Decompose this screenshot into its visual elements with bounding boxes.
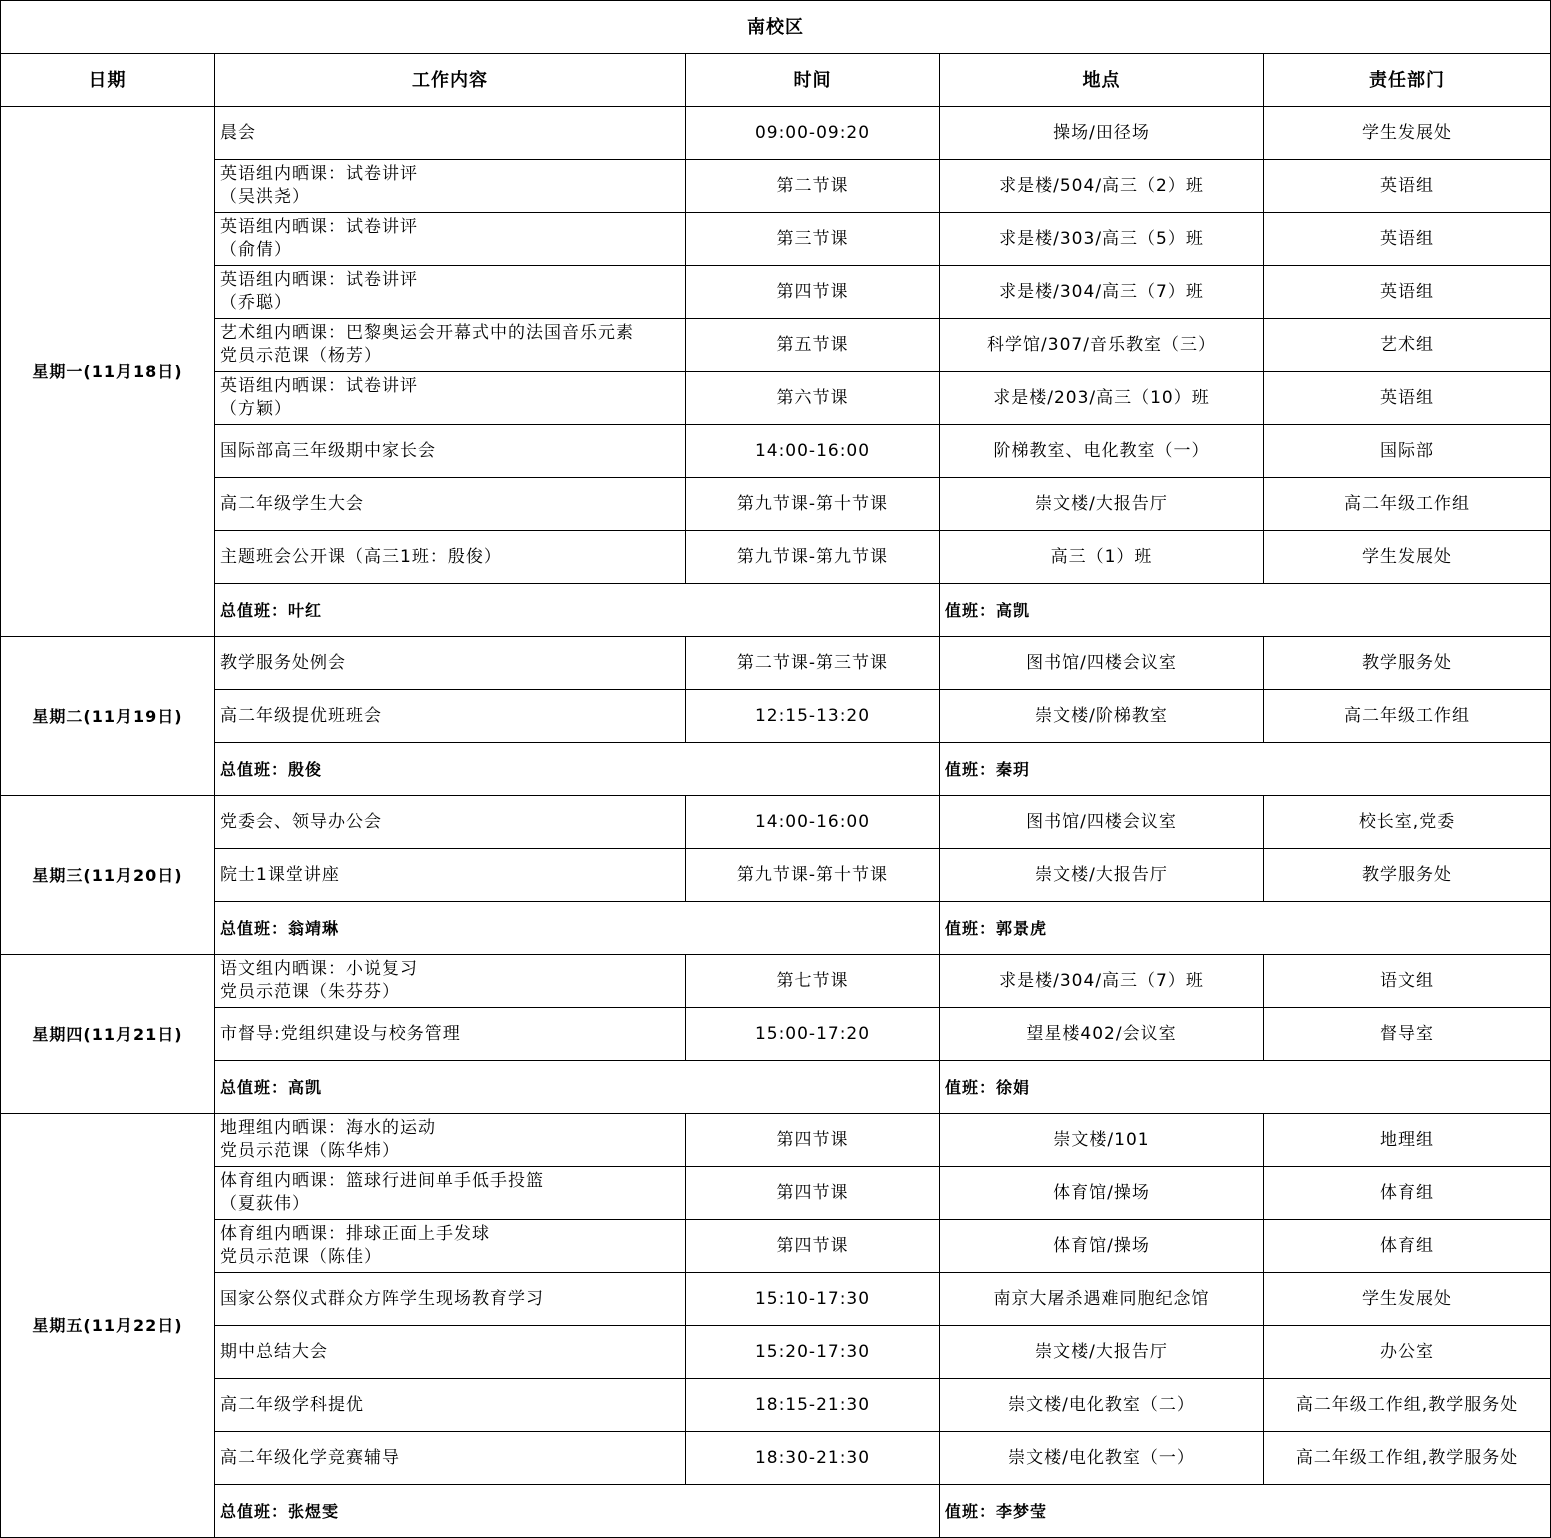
work-content-line: 教学服务处例会	[220, 652, 346, 673]
time-cell: 第七节课	[686, 955, 940, 1008]
place-cell: 操场/田径场	[940, 107, 1264, 160]
work-content-line: 英语组内晒课：试卷讲评	[220, 270, 418, 290]
duty-label: 值班：	[945, 1077, 997, 1097]
dept-cell: 教学服务处	[1264, 637, 1551, 690]
dept-cell: 高二年级工作组,教学服务处	[1264, 1432, 1551, 1485]
duty-cell	[940, 1061, 1551, 1114]
table-row	[1, 690, 1551, 743]
time-cell: 第四节课	[686, 1114, 940, 1167]
place-cell: 崇文楼/电化教室（二）	[940, 1379, 1264, 1432]
duty-label: 值班：	[945, 759, 997, 779]
place-cell: 望星楼402/会议室	[940, 1008, 1264, 1061]
work-content-cell	[215, 1167, 686, 1220]
duty-name: 徐娟	[996, 1077, 1031, 1097]
dept-cell: 高二年级工作组,教学服务处	[1264, 1379, 1551, 1432]
total-duty-name: 殷俊	[288, 759, 323, 779]
total-duty-cell	[215, 584, 940, 637]
duty-label: 值班：	[945, 918, 997, 938]
work-content-line: 主题班会公开课（高三1班：殷俊）	[220, 546, 502, 567]
table-row	[1, 478, 1551, 531]
header-place: 地点	[940, 54, 1264, 107]
work-content-line: 高二年级学生大会	[220, 493, 364, 514]
place-cell: 求是楼/203/高三（10）班	[940, 372, 1264, 425]
day-label: 星期二(11月19日)	[1, 637, 215, 796]
work-content-line: 英语组内晒课：试卷讲评	[220, 217, 418, 237]
work-content-cell	[215, 372, 686, 425]
work-content-line: 党委会、领导办公会	[220, 811, 382, 832]
dept-cell: 督导室	[1264, 1008, 1551, 1061]
header-dept: 责任部门	[1264, 54, 1551, 107]
place-cell: 体育馆/操场	[940, 1220, 1264, 1273]
place-cell: 求是楼/303/高三（5）班	[940, 213, 1264, 266]
work-content-line: 院士1课堂讲座	[220, 864, 340, 885]
work-content-cell	[215, 1326, 686, 1379]
duty-cell	[940, 902, 1551, 955]
duty-name: 高凯	[996, 600, 1031, 620]
time-cell: 第二节课	[686, 160, 940, 213]
total-duty-label: 总值班：	[220, 600, 289, 620]
duty-row	[1, 584, 1551, 637]
table-row	[1, 425, 1551, 478]
dept-cell: 英语组	[1264, 160, 1551, 213]
duty-name: 李梦莹	[996, 1501, 1048, 1521]
duty-cell	[940, 584, 1551, 637]
work-content-line: （方颖）	[220, 399, 292, 419]
header-row	[1, 54, 1551, 107]
table-row	[1, 372, 1551, 425]
dept-cell: 语文组	[1264, 955, 1551, 1008]
day-label: 星期三(11月20日)	[1, 796, 215, 955]
table-row	[1, 1220, 1551, 1273]
total-duty-cell	[215, 1485, 940, 1538]
time-cell: 第九节课-第九节课	[686, 531, 940, 584]
table-row	[1, 637, 1551, 690]
work-content-line: 高二年级学科提优	[220, 1394, 364, 1415]
work-content-line: 高二年级提优班班会	[220, 705, 382, 726]
duty-label: 值班：	[945, 600, 997, 620]
total-duty-cell	[215, 902, 940, 955]
table-title: 南校区	[1, 1, 1551, 54]
table-row	[1, 107, 1551, 160]
table-row	[1, 1432, 1551, 1485]
dept-cell: 学生发展处	[1264, 107, 1551, 160]
work-content-cell	[215, 531, 686, 584]
title-row	[1, 1, 1551, 54]
duty-row	[1, 1061, 1551, 1114]
total-duty-label: 总值班：	[220, 759, 289, 779]
total-duty-label: 总值班：	[220, 1501, 289, 1521]
table-row	[1, 1273, 1551, 1326]
schedule-body	[1, 1, 1551, 1538]
time-cell: 第六节课	[686, 372, 940, 425]
work-content-cell	[215, 478, 686, 531]
work-content-line: （俞倩）	[220, 240, 292, 260]
work-content-line: 体育组内晒课：排球正面上手发球	[220, 1224, 490, 1244]
time-cell: 14:00-16:00	[686, 796, 940, 849]
dept-cell: 体育组	[1264, 1167, 1551, 1220]
work-content-line: （夏荻伟）	[220, 1194, 310, 1214]
work-content-cell	[215, 1008, 686, 1061]
time-cell: 第三节课	[686, 213, 940, 266]
work-content-cell	[215, 690, 686, 743]
dept-cell: 教学服务处	[1264, 849, 1551, 902]
duty-row	[1, 1485, 1551, 1538]
work-content-line: 体育组内晒课：篮球行进间单手低手投篮	[220, 1171, 544, 1191]
place-cell: 求是楼/304/高三（7）班	[940, 955, 1264, 1008]
time-cell: 第九节课-第十节课	[686, 478, 940, 531]
table-row	[1, 160, 1551, 213]
work-content-line: 党员示范课（陈华炜）	[220, 1141, 400, 1161]
table-row	[1, 531, 1551, 584]
work-content-cell	[215, 266, 686, 319]
work-content-line: 英语组内晒课：试卷讲评	[220, 164, 418, 184]
work-content-line: 国家公祭仪式群众方阵学生现场教育学习	[220, 1288, 544, 1309]
total-duty-name: 张煜雯	[288, 1501, 340, 1521]
time-cell: 第四节课	[686, 266, 940, 319]
dept-cell: 英语组	[1264, 213, 1551, 266]
table-row	[1, 849, 1551, 902]
work-content-cell	[215, 319, 686, 372]
dept-cell: 体育组	[1264, 1220, 1551, 1273]
work-content-line: 党员示范课（杨芳）	[220, 346, 382, 366]
duty-cell	[940, 743, 1551, 796]
work-content-cell	[215, 1273, 686, 1326]
duty-row	[1, 902, 1551, 955]
work-content-cell	[215, 955, 686, 1008]
duty-cell	[940, 1485, 1551, 1538]
dept-cell: 英语组	[1264, 372, 1551, 425]
work-content-line: 语文组内晒课：小说复习	[220, 959, 418, 979]
place-cell: 崇文楼/大报告厅	[940, 478, 1264, 531]
work-content-cell	[215, 1220, 686, 1273]
place-cell: 高三（1）班	[940, 531, 1264, 584]
table-row	[1, 1326, 1551, 1379]
place-cell: 南京大屠杀遇难同胞纪念馆	[940, 1273, 1264, 1326]
dept-cell: 学生发展处	[1264, 1273, 1551, 1326]
time-cell: 15:20-17:30	[686, 1326, 940, 1379]
day-label: 星期四(11月21日)	[1, 955, 215, 1114]
total-duty-name: 高凯	[288, 1077, 323, 1097]
table-row	[1, 1379, 1551, 1432]
place-cell: 崇文楼/阶梯教室	[940, 690, 1264, 743]
place-cell: 体育馆/操场	[940, 1167, 1264, 1220]
work-content-line: 晨会	[220, 122, 256, 143]
work-content-line: 艺术组内晒课：巴黎奥运会开幕式中的法国音乐元素	[220, 323, 634, 343]
work-content-line: 国际部高三年级期中家长会	[220, 440, 436, 461]
dept-cell: 高二年级工作组	[1264, 478, 1551, 531]
time-cell: 15:10-17:30	[686, 1273, 940, 1326]
table-row	[1, 955, 1551, 1008]
dept-cell: 艺术组	[1264, 319, 1551, 372]
dept-cell: 校长室,党委	[1264, 796, 1551, 849]
time-cell: 15:00-17:20	[686, 1008, 940, 1061]
place-cell: 图书馆/四楼会议室	[940, 796, 1264, 849]
time-cell: 第二节课-第三节课	[686, 637, 940, 690]
place-cell: 科学馆/307/音乐教室（三）	[940, 319, 1264, 372]
work-content-cell	[215, 1379, 686, 1432]
header-content: 工作内容	[215, 54, 686, 107]
total-duty-name: 叶红	[288, 600, 323, 620]
header-time: 时间	[686, 54, 940, 107]
work-content-cell	[215, 849, 686, 902]
place-cell: 阶梯教室、电化教室（一）	[940, 425, 1264, 478]
work-content-cell	[215, 425, 686, 478]
work-content-line: 党员示范课（朱芬芬）	[220, 982, 400, 1002]
place-cell: 崇文楼/大报告厅	[940, 1326, 1264, 1379]
time-cell: 12:15-13:20	[686, 690, 940, 743]
work-content-cell	[215, 107, 686, 160]
time-cell: 18:30-21:30	[686, 1432, 940, 1485]
dept-cell: 办公室	[1264, 1326, 1551, 1379]
day-label: 星期五(11月22日)	[1, 1114, 215, 1538]
place-cell: 求是楼/304/高三（7）班	[940, 266, 1264, 319]
time-cell: 第九节课-第十节课	[686, 849, 940, 902]
table-row	[1, 213, 1551, 266]
day-label: 星期一(11月18日)	[1, 107, 215, 637]
work-content-line: 党员示范课（陈佳）	[220, 1247, 382, 1267]
total-duty-cell	[215, 1061, 940, 1114]
dept-cell: 地理组	[1264, 1114, 1551, 1167]
place-cell: 崇文楼/大报告厅	[940, 849, 1264, 902]
table-row	[1, 319, 1551, 372]
work-content-line: 高二年级化学竞赛辅导	[220, 1447, 400, 1468]
table-row	[1, 796, 1551, 849]
place-cell: 崇文楼/电化教室（一）	[940, 1432, 1264, 1485]
table-row	[1, 1114, 1551, 1167]
time-cell: 18:15-21:30	[686, 1379, 940, 1432]
time-cell: 14:00-16:00	[686, 425, 940, 478]
work-content-line: （乔聪）	[220, 293, 292, 313]
work-content-line: （吴洪尧）	[220, 187, 310, 207]
time-cell: 第五节课	[686, 319, 940, 372]
total-duty-label: 总值班：	[220, 918, 289, 938]
work-content-cell	[215, 637, 686, 690]
dept-cell: 学生发展处	[1264, 531, 1551, 584]
work-content-cell	[215, 1114, 686, 1167]
duty-name: 秦玥	[996, 759, 1031, 779]
duty-row	[1, 743, 1551, 796]
table-row	[1, 1008, 1551, 1061]
total-duty-label: 总值班：	[220, 1077, 289, 1097]
place-cell: 求是楼/504/高三（2）班	[940, 160, 1264, 213]
place-cell: 崇文楼/101	[940, 1114, 1264, 1167]
work-content-cell	[215, 213, 686, 266]
place-cell: 图书馆/四楼会议室	[940, 637, 1264, 690]
duty-label: 值班：	[945, 1501, 997, 1521]
work-content-cell	[215, 796, 686, 849]
work-content-line: 期中总结大会	[220, 1341, 328, 1362]
duty-name: 郭景虎	[996, 918, 1048, 938]
total-duty-name: 翁靖琳	[288, 918, 340, 938]
work-content-line: 市督导:党组织建设与校务管理	[220, 1023, 461, 1044]
dept-cell: 英语组	[1264, 266, 1551, 319]
work-content-line: 地理组内晒课：海水的运动	[220, 1118, 436, 1138]
work-content-cell	[215, 160, 686, 213]
time-cell: 第四节课	[686, 1167, 940, 1220]
dept-cell: 高二年级工作组	[1264, 690, 1551, 743]
work-content-cell	[215, 1432, 686, 1485]
dept-cell: 国际部	[1264, 425, 1551, 478]
time-cell: 09:00-09:20	[686, 107, 940, 160]
header-date: 日期	[1, 54, 215, 107]
work-content-line: 英语组内晒课：试卷讲评	[220, 376, 418, 396]
time-cell: 第四节课	[686, 1220, 940, 1273]
table-row	[1, 1167, 1551, 1220]
table-row	[1, 266, 1551, 319]
total-duty-cell	[215, 743, 940, 796]
